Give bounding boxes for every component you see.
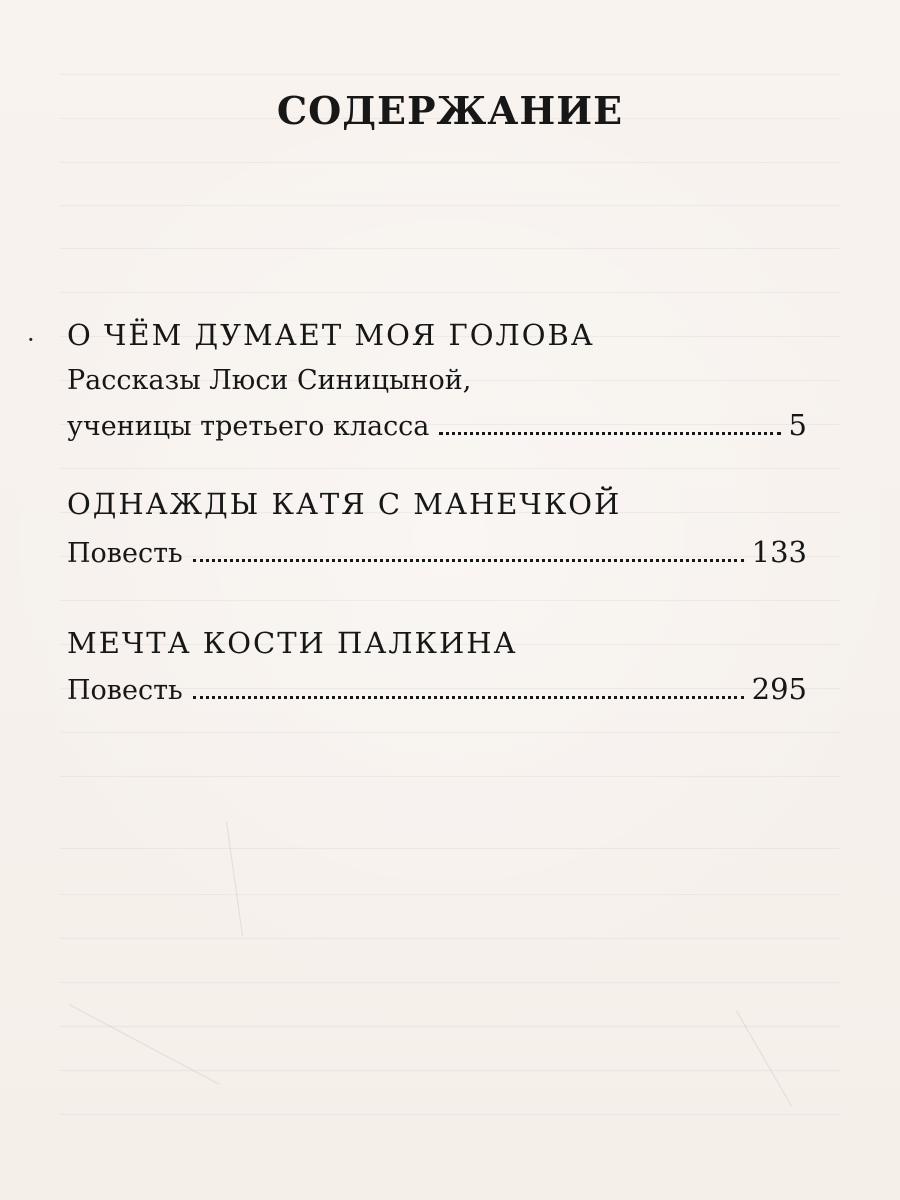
section-heading-1: О ЧЁМ ДУМАЕТ МОЯ ГОЛОВА [67, 318, 595, 352]
toc-entry-1 [67, 408, 807, 442]
toc-entry-label: Повесть [67, 538, 183, 569]
dot-leader [439, 432, 780, 435]
toc-entry-3 [67, 672, 807, 706]
section-heading-3: МЕЧТА КОСТИ ПАЛКИНА [67, 626, 518, 660]
toc-entry-2 [67, 535, 807, 569]
section-heading-2: ОДНАЖДЫ КАТЯ С МАНЕЧКОЙ [67, 487, 622, 521]
section-subtitle-line-1: Рассказы Люси Синицыной, [67, 365, 472, 396]
toc-title: СОДЕРЖАНИЕ [276, 88, 624, 133]
dot-leader [193, 559, 744, 562]
page-number: 295 [751, 672, 807, 706]
edge-mark: · [27, 326, 35, 354]
toc-entry-label: Повесть [67, 675, 183, 706]
page-number: 5 [788, 408, 807, 442]
toc-entry-label: ученицы третьего класса [67, 411, 430, 442]
dot-leader [193, 696, 744, 699]
page-number: 133 [751, 535, 807, 569]
